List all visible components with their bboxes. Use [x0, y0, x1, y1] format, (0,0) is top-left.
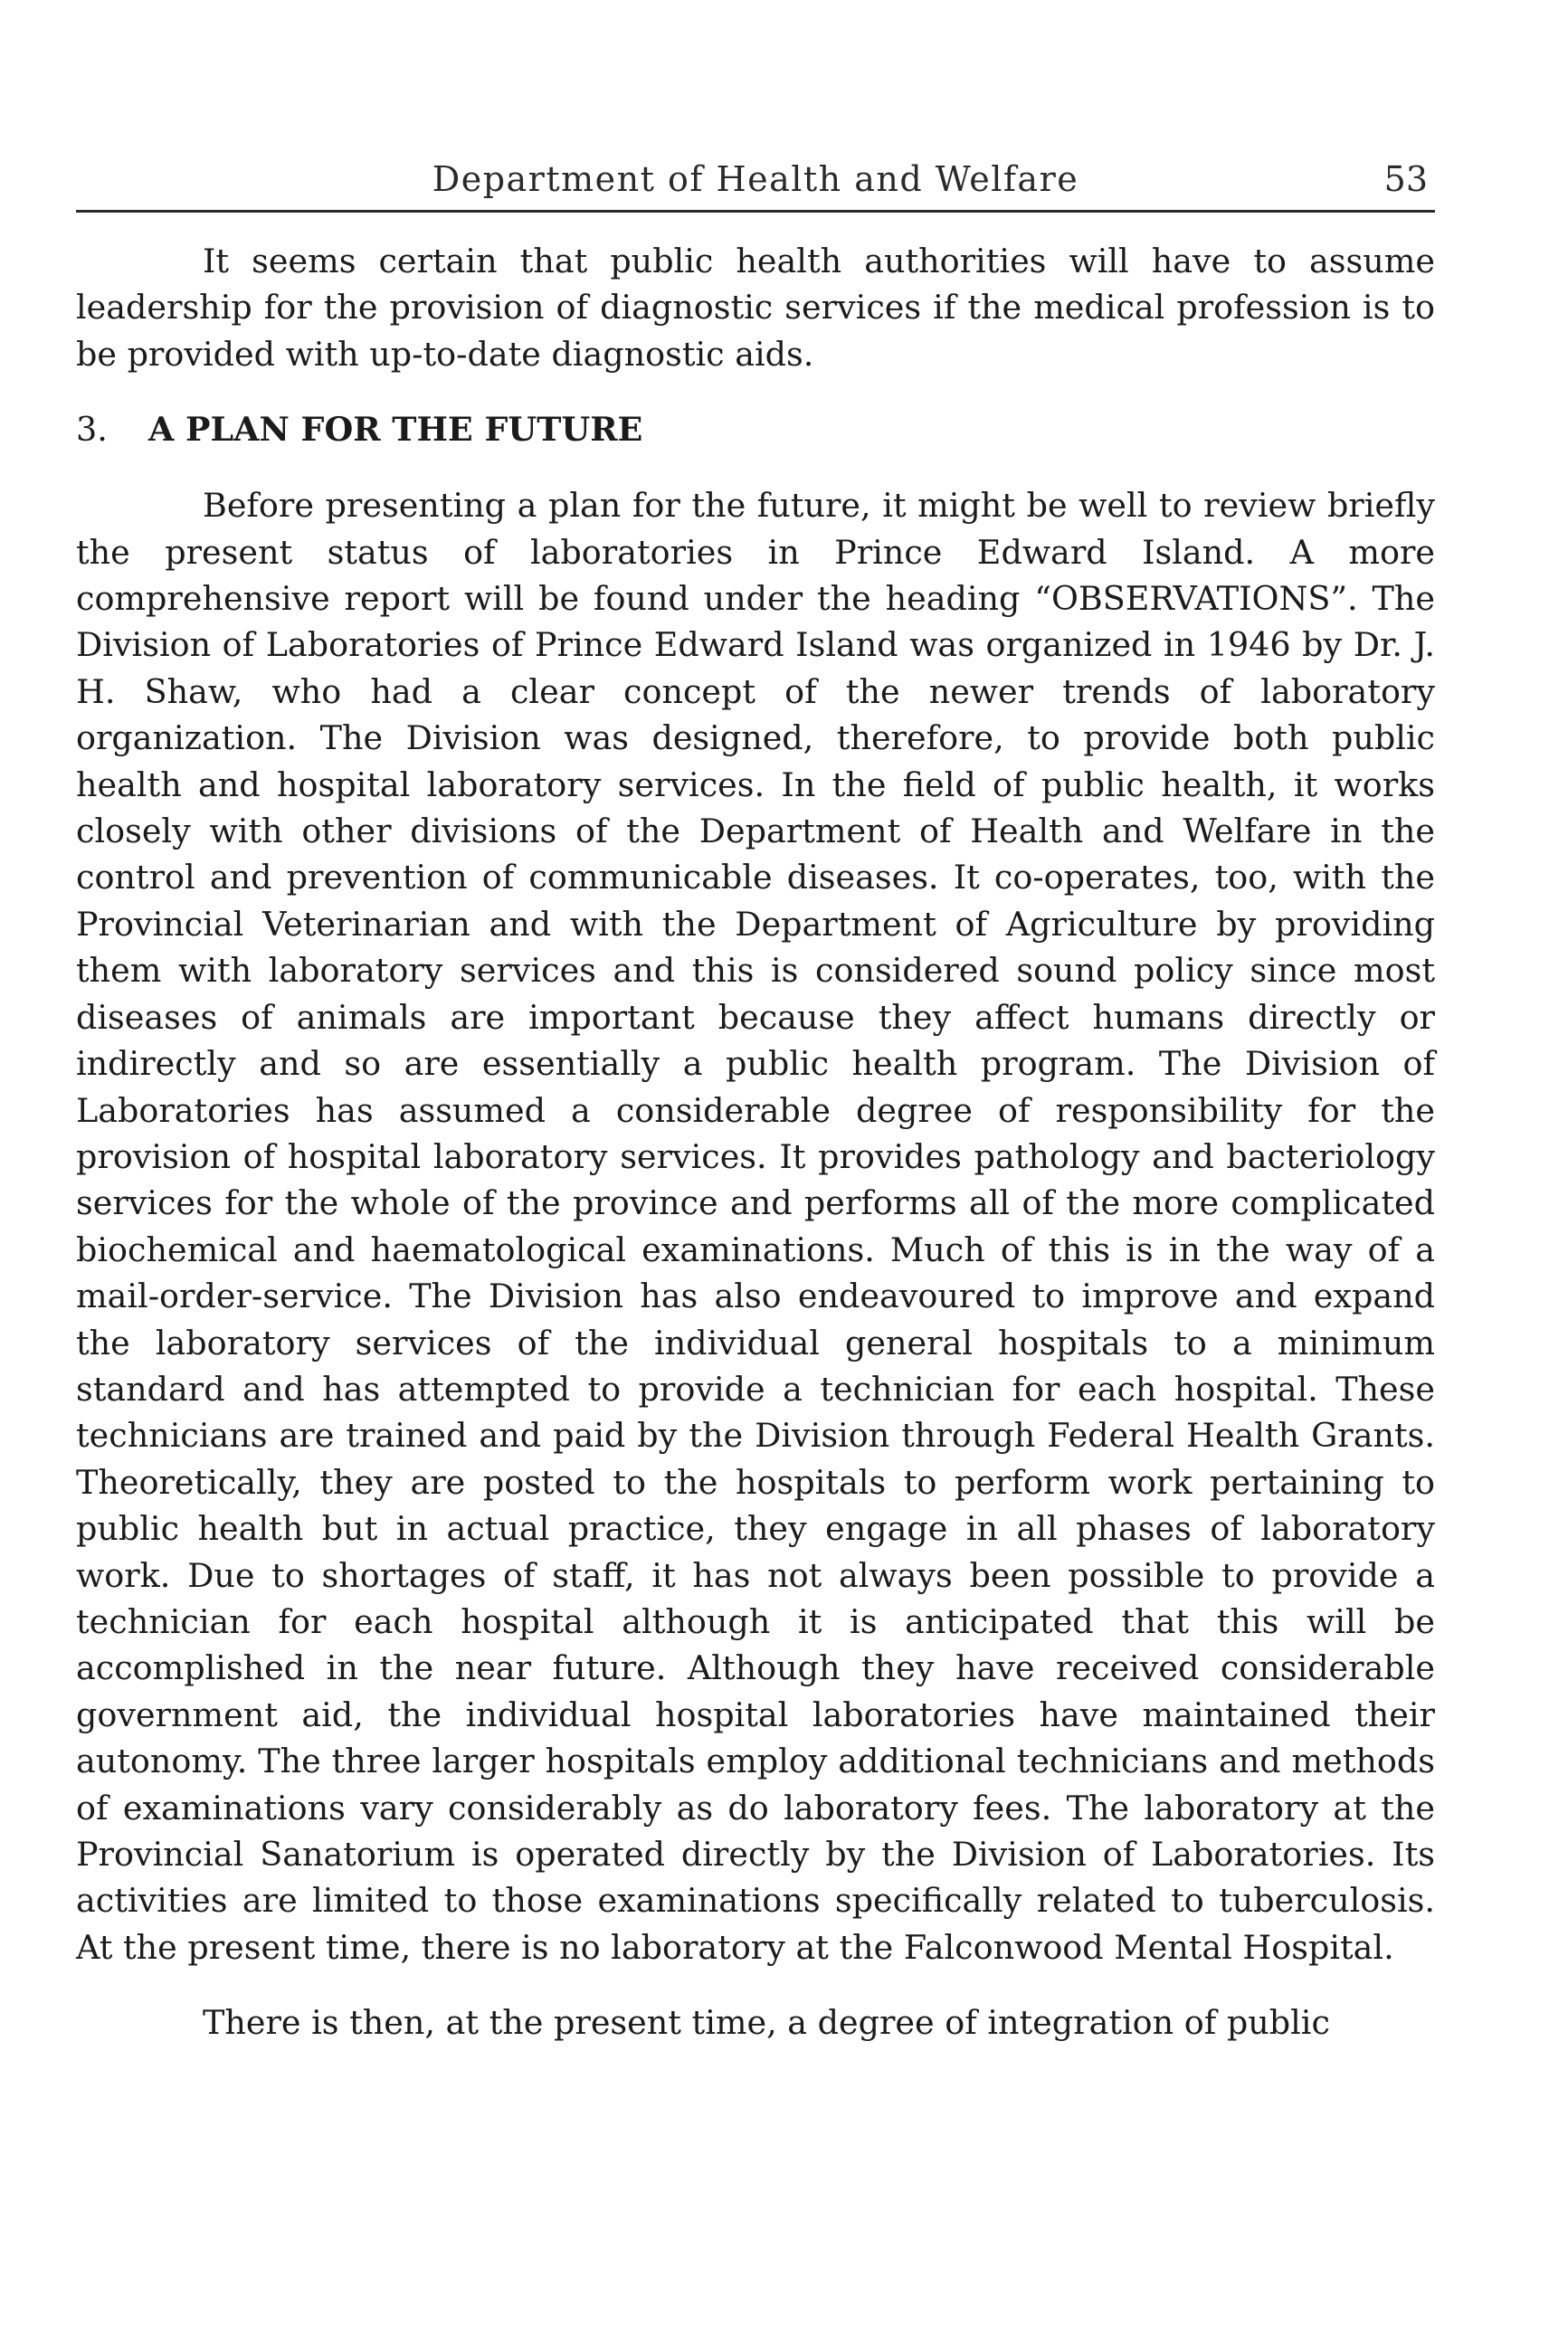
- document-page: [76, 156, 1435, 2046]
- paragraph-integration: There is then, at the present time, a degree of integration of public: [203, 2003, 1330, 2043]
- section-title: A PLAN FOR THE FUTURE: [148, 410, 643, 450]
- paragraph-diagnostic-services: It seems certain that public health authorities will have to assume leadership for the provision of diagnostic services if the medical profession is to be provided with up-to-date diagnostic aids.: [76, 242, 1435, 374]
- running-title: Department of Health and Welfare: [432, 159, 1079, 199]
- section-number: 3.: [76, 410, 108, 450]
- running-header: [76, 156, 1435, 213]
- paragraph-laboratory-status: Before presenting a plan for the future, it might be well to review briefly the present status of laboratories in Prince Edward Island. A more comprehensive report will be found under the heading “OBSERVATIONS”. The Division of Laboratories of Prince Edward Island was organized in 1946 by Dr. J. H. Shaw, who had a clear concept of the newer trends of laboratory organization. The Division was designed, therefore, to provide both public health and hospital laboratory services. In the field of public health, it works closely with other divisions of the Department of Health and Welfare in the control and prevention of communicable diseases. It co-operates, too, with the Provincial Veterinarian and with the Department of Agriculture by providing them with laboratory services and this is considered sound policy since most diseases of animals are important because they affect humans directly or indirectly and so are essentially a public health program. The Division of Laboratories has assumed a considerable degree of responsibility for the provision of hospital laboratory services. It provides pathology and bacteriology services for the whole of the province and performs all of the more complicated biochemical and haematological examinations. Much of this is in the way of a mail-order-service. The Division has also endeavoured to improve and expand the laboratory services of the individual general hospitals to a minimum standard and has attempted to provide a technician for each hospital. These technicians are trained and paid by the Division through Federal Health Grants. Theoretically, they are posted to the hospitals to perform work pertaining to public health but in actual practice, they engage in all phases of laboratory work. Due to shortages of staff, it has not always been possible to provide a technician for each hospital although it is anticipated that this will be accomplished in the near future. Although they have received considerable government aid, the individual hospital laboratories have maintained their autonomy. The three larger hospitals employ additional technicians and methods of examinations vary considerably as do laboratory fees. The laboratory at the Provincial Sanatorium is operated directly by the Division of Laboratories. Its activities are limited to those examinations specifically related to tuberculosis. At the present time, there is no laboratory at the Falconwood Mental Hospital.: [76, 486, 1435, 1967]
- page-number: 53: [1383, 159, 1428, 199]
- section-heading: [76, 406, 1435, 453]
